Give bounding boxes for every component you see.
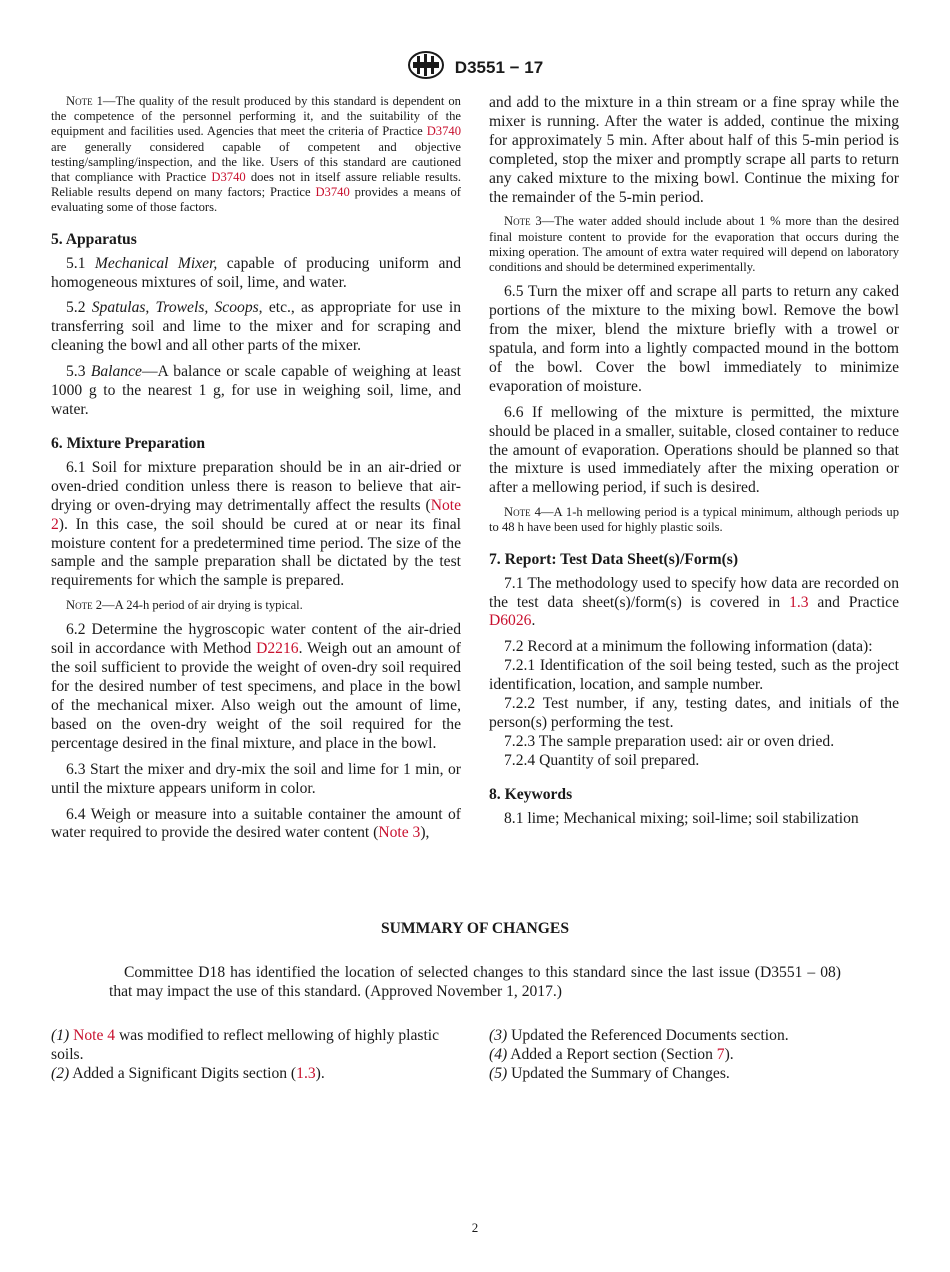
note-3: Note 3—The water added should include about 1 % more than the desired final moisture content to provide for the evaporation that occurs during the mixing operation. The amount of extra water required will depend on laboratory conditions and should be determined experimentally. — [489, 214, 899, 275]
changes-left — [51, 1026, 461, 1083]
link-section-7[interactable]: 7 — [716, 1046, 725, 1063]
para-7-2: 7.2 Record at a minimum the following information (data): — [504, 638, 873, 656]
changes-right — [489, 1026, 899, 1083]
change-item: (5) Updated the Summary of Changes. — [489, 1065, 730, 1082]
astm-logo-icon — [407, 50, 445, 85]
link-d3740[interactable]: D3740 — [315, 185, 350, 200]
summary-intro: Committee D18 has identified the location of selected changes to this standard since the last issue (D3551 – 08) that may impact the use of this standard. (Approved November 1, 2017.) — [109, 964, 841, 1000]
link-d2216[interactable]: D2216 — [256, 640, 299, 658]
para-6-5: 6.5 Turn the mixer off and scrape all parts to return any caked portions of the mixture to the mixing bowl. Remove the bowl from the mixer, blend the mixture briefly with a trowel or spatula, and form into a lightly compacted mound in the bottom of the bowl. Cover the bowl immediately to minimize evaporation of moisture. — [489, 283, 899, 395]
right-column — [489, 94, 899, 836]
section-8-heading: 8. Keywords — [489, 785, 573, 803]
para-6-4: 6.4 Weigh or measure into a suitable container the amount of water required to provide the desired water content (Note 3), — [51, 805, 461, 842]
para-5-1: 5.1 Mechanical Mixer, capable of producing uniform and homogeneous mixtures of soil, lime, and water. — [51, 254, 461, 291]
section-7-heading: 7. Report: Test Data Sheet(s)/Form(s) — [489, 550, 739, 568]
change-item: (1) Note 4 was modified to reflect mellowing of highly plastic soils. — [51, 1027, 440, 1063]
para-7-2-3: 7.2.3 The sample preparation used: air or oven dried. — [504, 732, 835, 750]
link-d3740[interactable]: D3740 — [211, 170, 246, 185]
para-7-2-2: 7.2.2 Test number, if any, testing dates, and initials of the person(s) performing the test. — [489, 695, 899, 731]
summary-title: SUMMARY OF CHANGES — [380, 920, 569, 937]
link-d3740[interactable]: D3740 — [426, 124, 461, 139]
para-6-4-continued: and add to the mixture in a thin stream or a fine spray while the mixer is running. After the water is added, continue the mixing for approximately 5 min. After about half of this 5-min period is completed, stop the mixer and promptly scrape all parts to return any caked mixture to the mixing bowl. Continue the mixing for the remainder of the 5-min period. — [489, 94, 899, 206]
link-1-3[interactable]: 1.3 — [789, 593, 809, 611]
note-1: Note 1—The quality of the result produced by this standard is dependent on the competence of the personnel performing it, and the suitability of the equipment and facilities used. Agencies that meet the criteria of Practice D3740 are generally considered capable of competent and objective testing/sampling/inspection, and the like. Users of this standard are cautioned that compliance with Practice D3740 does not in itself assure reliable results. Reliable results depend on many factors; Practice D3740 provides a means of evaluating some of those factors. — [51, 94, 462, 215]
para-6-6: 6.6 If mellowing of the mixture is permitted, the mixture should be placed in a smaller, suitable, closed container to reduce the amount of evaporation. Operations should be planned so that the mixture is used immediately after the mixing operation or after a mellowing period, if such is desired. — [489, 403, 899, 497]
page-number: 2 — [471, 1220, 479, 1235]
note-4: Note 4—A 1-h mellowing period is a typical minimum, although periods up to 48 h have been used for highly plastic soils. — [489, 505, 899, 535]
section-6-heading: 6. Mixture Preparation — [51, 434, 206, 452]
section-5-heading: 5. Apparatus — [51, 230, 137, 248]
change-item: (4) Added a Report section (Section 7). — [489, 1046, 734, 1063]
page-header — [0, 50, 950, 85]
para-5-3: 5.3 Balance—A balance or scale capable of weighing at least 1000 g to the nearest 1 g, for use in weighing soil, lime, and water. — [51, 363, 462, 418]
para-6-3: 6.3 Start the mixer and dry-mix the soil and lime for 1 min, or until the mixture appears uniform in color. — [51, 760, 461, 797]
para-5-2: 5.2 Spatulas, Trowels, Scoops, etc., as appropriate for use in transferring soil and lime to the mixer and for scraping and cleaning the bowl and all other parts of the mixer. — [51, 299, 462, 355]
change-item: (3) Updated the Referenced Documents section. — [489, 1027, 789, 1044]
para-6-1: 6.1 Soil for mixture preparation should be in an air-dried or oven-dried condition unless there is reason to believe that air-drying or oven-drying may detrimentally affect the results (Note 2). In this case, the soil should be cured at or near its final moisture content for a predetermined time period. The size of the sample and the sample preparation shall be dictated by the test requirements for which the sample is prepared. — [51, 458, 461, 590]
left-column — [51, 94, 461, 850]
link-note-2[interactable]: Note 2 — [51, 496, 461, 533]
para-8-1: 8.1 lime; Mechanical mixing; soil-lime; soil stabilization — [504, 809, 859, 827]
para-6-2: 6.2 Determine the hygroscopic water content of the air-dried soil in accordance with Method D2216. Weigh out an amount of the soil sufficient to provide the weight of oven-dry soil required for the desired number of test specimens, and place in the bowl of the mechanical mixer. Also weigh out the amount of lime, based on the oven-dry weight of the soil required for the percentage desired in the final mixture, and place in the bowl. — [51, 621, 461, 752]
para-7-1: 7.1 The methodology used to specify how data are recorded on the test data sheet(s)/form(s) is covered in 1.3 and Practice D6026. — [489, 574, 900, 630]
link-note-4[interactable]: Note 4 — [73, 1027, 116, 1044]
link-d6026[interactable]: D6026 — [489, 612, 532, 630]
document-id: D3551 − 17 — [454, 57, 544, 77]
note-2: Note 2—A 24-h period of air drying is typical. — [66, 598, 303, 613]
change-item: (2) Added a Significant Digits section (1.3). — [51, 1065, 325, 1082]
para-7-2-4: 7.2.4 Quantity of soil prepared. — [504, 751, 700, 769]
link-1-3[interactable]: 1.3 — [296, 1065, 316, 1082]
link-note-3[interactable]: Note 3 — [378, 824, 421, 842]
para-7-2-1: 7.2.1 Identification of the soil being tested, such as the project identification, location, and sample number. — [489, 657, 899, 694]
